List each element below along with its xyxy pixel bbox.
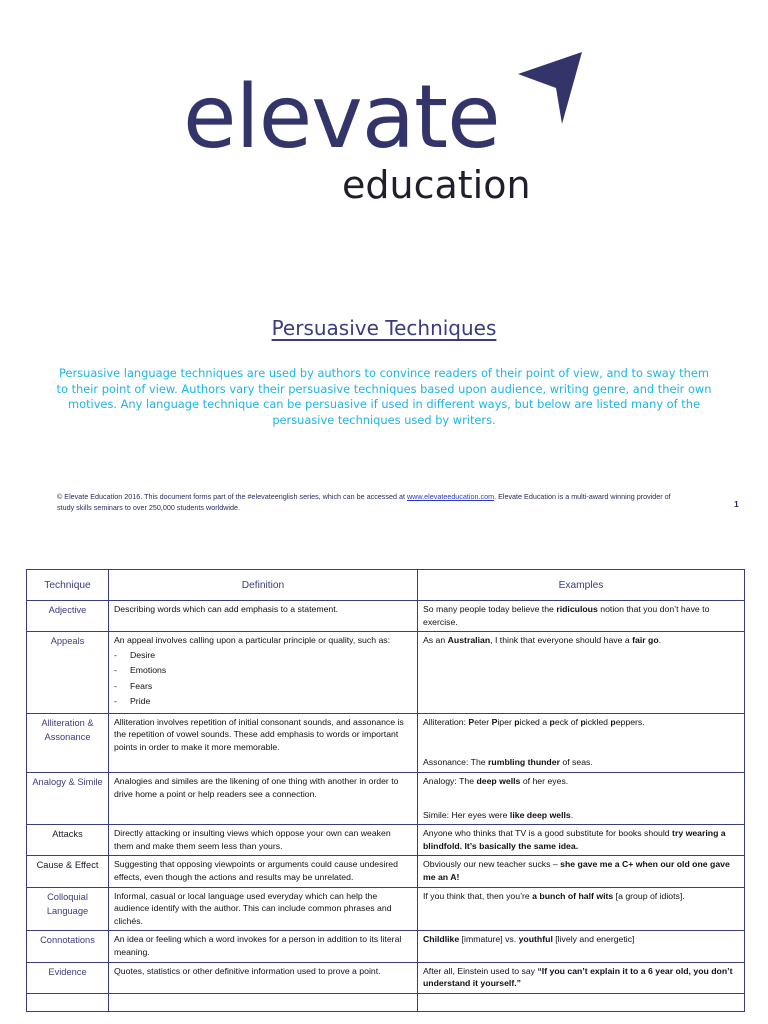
website-link[interactable]: www.elevateeducation.com [406,492,495,501]
table-row [27,601,745,632]
list-item: - Pride [114,694,412,710]
technique-name: Cause & Effect [27,856,109,887]
technique-example [418,993,745,1011]
table-row [27,632,745,714]
technique-name: Alliteration & Assonance [27,713,109,772]
technique-definition: Informal, casual or local language used everyday which can help the audience identify with the author. This can include common phrases and clichés. [109,887,418,931]
technique-example [418,772,745,824]
assonance-example: Assonance: The rumbling thunder of seas. [423,757,593,768]
technique-example: Obviously our new teacher sucks – she gave me a C+ when our old one gave me an A! [418,856,745,887]
logo-wordmark: elevate [183,66,500,168]
technique-definition: Directly attacking or insulting views which oppose your own can weaken them and make them seem less than yours. [109,825,418,856]
technique-definition: Analogies and similes are the likening of one thing with another in order to drive home a point or help readers see a connection. [109,772,418,824]
technique-example: So many people today believe the ridiculous notion that you don’t have to exercise. [418,601,745,632]
intro-paragraph: Persuasive language techniques are used by authors to convince readers of their point of view, and to sway them to their point of view. Authors vary their persuasive techniques based upon audience, writing genre, and their own motives. Any language technique can be persuasive if used in different ways, but below are listed many of the persuasive techniques used by writers. [56,366,712,427]
technique-example: As an Australian, I think that everyone should have a fair go. [418,632,745,714]
table-row [27,962,745,993]
alliteration-example: Alliteration: Peter Piper picked a peck of pickled peppers. [423,716,645,727]
technique-name: Attacks [27,825,109,856]
list-item: - Desire [114,648,412,664]
header-technique: Technique [27,570,109,601]
technique-example: If you think that, then you’re a bunch of half wits [a group of idiots]. [418,887,745,931]
table-row [27,825,745,856]
elevate-education-logo [183,52,583,207]
simile-example: Simile: Her eyes were like deep wells. [423,809,574,820]
footer-text-before: © Elevate Education 2016. This document forms part of the #elevateenglish series, which can be accessed at [57,492,407,501]
footer-text-after: . Elevate Education is a multi-award winning provider of study skills seminars to over 250,000 students worldwide. [57,492,671,512]
list-item: - Emotions [114,663,412,679]
table-row [27,931,745,962]
header-examples: Examples [418,570,745,601]
technique-example: After all, Einstein used to say “If you can’t explain it to a 6 year old, you don’t understand it yourself.” [418,962,745,993]
technique-example [418,713,745,772]
techniques-table [26,569,745,1012]
paper-plane-arrow-icon [518,52,584,124]
logo-subtitle: education [342,163,531,207]
technique-name: Analogy & Simile [27,772,109,824]
appeals-list [114,648,412,710]
page-title: Persuasive Techniques [271,316,497,340]
analogy-example: Analogy: The deep wells of her eyes. [423,775,569,786]
technique-example: Anyone who thinks that TV is a good substitute for books should try wearing a blindfold. It’s basically the same idea. [418,825,745,856]
technique-name: Appeals [27,632,109,714]
page-number: 1 [734,499,739,509]
technique-name: Adjective [27,601,109,632]
table-row [27,887,745,931]
table-row [27,856,745,887]
table-row [27,772,745,824]
copyright-footer [57,492,677,513]
technique-definition: An appeal involves calling upon a particular principle or quality, such as: - Desire - Emotions - Fears - Pride [109,632,418,714]
table-row [27,713,745,772]
technique-example: Childlike [immature] vs. youthful [lively and energetic] [418,931,745,962]
table-header-row [27,570,745,601]
technique-definition: An idea or feeling which a word invokes for a person in addition to its literal meaning. [109,931,418,962]
list-item: - Fears [114,679,412,695]
header-definition: Definition [109,570,418,601]
technique-definition [109,993,418,1011]
table-row [27,993,745,1011]
technique-definition: Suggesting that opposing viewpoints or arguments could cause undesired effects, even though the actions and results may be unrelated. [109,856,418,887]
technique-name: Colloquial Language [27,887,109,931]
technique-name [27,993,109,1011]
technique-definition: Describing words which can add emphasis to a statement. [109,601,418,632]
technique-name: Connotations [27,931,109,962]
technique-name: Evidence [27,962,109,993]
technique-definition: Quotes, statistics or other definitive information used to prove a point. [109,962,418,993]
technique-definition: Alliteration involves repetition of initial consonant sounds, and assonance is the repetition of vowel sounds. These add emphasis to words or important points in order to make it more memorable. [109,713,418,772]
